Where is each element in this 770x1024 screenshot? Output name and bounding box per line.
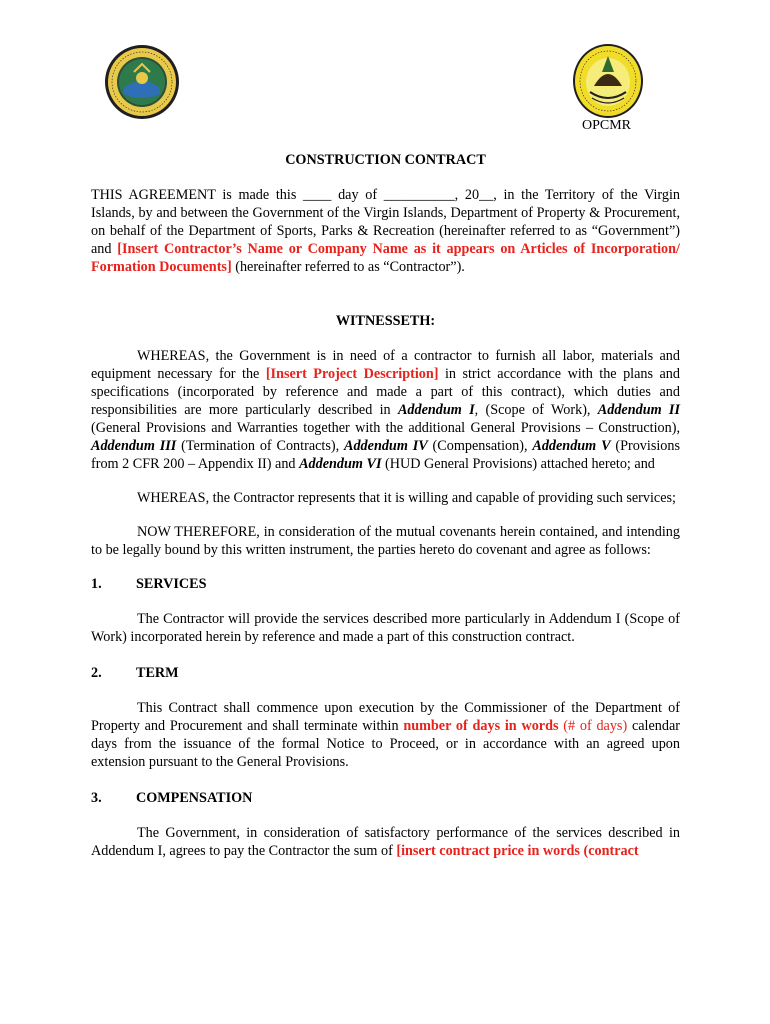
services-paragraph: The Contractor will provide the services described more particularly in Addendum I (Scope of Work) incorporated herein by reference and made a part of this construction contract. <box>91 611 680 645</box>
text-run: in strict accordance with the plans and specifications (incorporated by reference and made a part of this contract), which duties and responsibilities are more particularly described in <box>91 366 680 418</box>
page-title: CONSTRUCTION CONTRACT <box>285 152 486 168</box>
government-seal-left <box>104 44 180 120</box>
text-run: This Contract shall commence upon execution by the Commissioner of the Department of Property and Procurement and shall terminate within <box>91 700 680 734</box>
section-number: 3. <box>91 790 102 806</box>
contractor-name-placeholder: [Insert Contractor’s Name or Company Name as it appears on Articles of Incorporation/ Formation Documents] <box>91 241 680 275</box>
contract-body <box>91 151 680 860</box>
days-in-words-placeholder: number of days in words <box>403 718 559 734</box>
intro-paragraph <box>91 186 680 276</box>
text-run: The Government, in consideration of satisfactory performance of the services described in Addendum I, agrees to pay the Contractor the sum of <box>91 825 680 859</box>
section-heading-compensation <box>91 789 680 807</box>
text-run: , (Scope of Work), <box>474 402 598 418</box>
intro-text-end: (hereinafter referred to as “Contractor”). <box>231 259 465 275</box>
project-description-placeholder: [Insert Project Description] <box>265 366 439 382</box>
text-run: (Provisions from 2 CFR 200 – Appendix II) and <box>91 438 681 472</box>
term-paragraph <box>91 699 680 771</box>
section-number: 1. <box>91 576 102 592</box>
section-title: TERM <box>136 665 179 681</box>
section-number: 2. <box>91 665 102 681</box>
section-title: COMPENSATION <box>136 790 253 806</box>
intro-text: THIS AGREEMENT is made this ____ day of __________, 20__, in the Territory of the Virgin Islands, by and between the Government of the Virgin Islands, Department of Property & Procurement, on behalf of the Department of Sports, Parks & Recreation (hereinafter referred to as “Government”) and <box>91 187 680 257</box>
department-seal-right <box>572 42 644 120</box>
compensation-paragraph <box>91 824 680 860</box>
whereas-paragraph-1 <box>91 347 680 473</box>
section-heading-term <box>91 664 680 682</box>
section-heading-services <box>91 575 680 593</box>
text-run: (Termination of Contracts), <box>176 438 344 454</box>
whereas-paragraph-2: WHEREAS, the Contractor represents that it is willing and capable of providing such services; <box>137 490 676 506</box>
addendum-iii-ref: Addendum III <box>91 438 177 454</box>
addendum-v-ref: Addendum V <box>532 438 611 454</box>
text-run: (General Provisions and Warranties together with the additional General Provisions – Construction), <box>91 420 680 436</box>
contract-price-placeholder: [insert contract price in words (contract <box>396 843 639 859</box>
addendum-vi-ref: Addendum VI <box>299 456 382 472</box>
section-title: SERVICES <box>136 576 207 592</box>
addendum-ii-ref: Addendum II <box>597 402 680 418</box>
addendum-iv-ref: Addendum IV <box>344 438 428 454</box>
text-run: (HUD General Provisions) attached hereto; and <box>381 456 655 472</box>
text-run: WHEREAS, the Government is in need of a contractor to furnish all labor, materials and equipment necessary for the <box>91 348 680 382</box>
text-run: (Compensation), <box>427 438 533 454</box>
addendum-i-ref: Addendum I <box>397 402 475 418</box>
office-label: OPCMR <box>582 118 632 133</box>
days-number-placeholder: (# of days) <box>558 718 628 734</box>
now-therefore-paragraph: NOW THEREFORE, in consideration of the mutual covenants herein contained, and intending to be legally bound by this written instrument, the parties hereto do covenant and agree as follows: <box>91 524 680 558</box>
witnesseth-heading: WITNESSETH: <box>335 313 436 329</box>
text-run: calendar days from the issuance of the formal Notice to Proceed, or in accordance with an agreed upon extension pursuant to the General Provisions. <box>91 718 680 770</box>
